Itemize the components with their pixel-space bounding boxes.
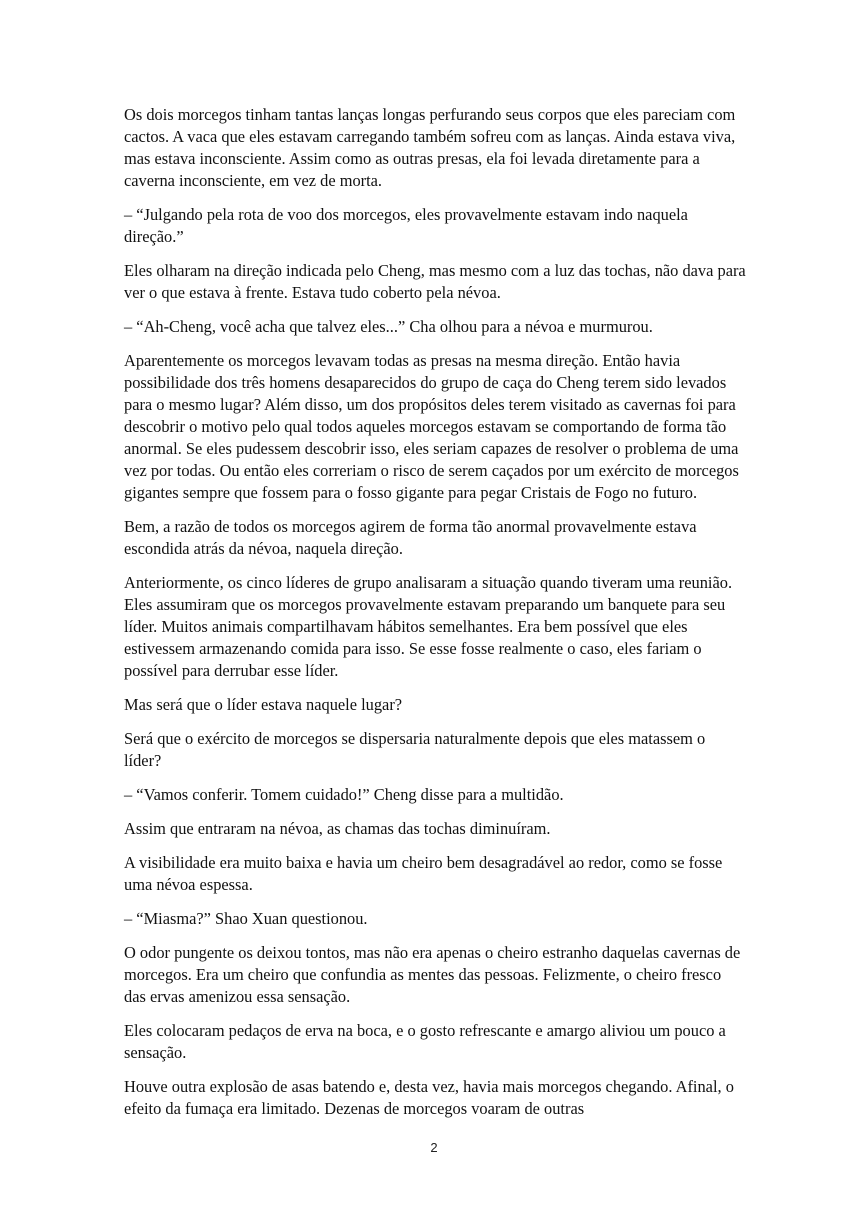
paragraph: A visibilidade era muito baixa e havia um cheiro bem desagradável ao redor, como se fosse uma névoa espessa. xyxy=(124,853,723,894)
paragraph: Mas será que o líder estava naquele lugar? xyxy=(124,695,403,714)
paragraph: Eles olharam na direção indicada pelo Cheng, mas mesmo com a luz das tochas, não dava para ver o que estava à frente. Estava tudo coberto pela névoa. xyxy=(124,261,746,302)
paragraph: O odor pungente os deixou tontos, mas não era apenas o cheiro estranho daquelas cavernas de morcegos. Era um cheiro que confundia as mentes das pessoas. Felizmente, o cheiro fresco das ervas amenizou essa sensação. xyxy=(124,943,741,1006)
paragraph: – “Vamos conferir. Tomem cuidado!” Cheng disse para a multidão. xyxy=(124,785,564,804)
paragraph: Aparentemente os morcegos levavam todas as presas na mesma direção. Então havia possibilidade dos três homens desaparecidos do grupo de caça do Cheng terem sido levados para o mesmo lugar? Além disso, um dos propósitos deles terem visitado as cavernas foi para descobrir o motivo pelo qual todos aqueles morcegos estavam se comportando de forma tão anormal. Se eles pudessem descobrir isso, eles seriam capazes de resolver o problema de uma vez por todas. Ou então eles correriam o risco de serem caçados por um exército de morcegos gigantes sempre que fossem para o fosso gigante para pegar Cristais de Fogo no futuro. xyxy=(124,351,739,502)
paragraph: Assim que entraram na névoa, as chamas das tochas diminuíram. xyxy=(124,819,551,838)
body-text xyxy=(124,104,746,1132)
paragraph: Houve outra explosão de asas batendo e, desta vez, havia mais morcegos chegando. Afinal, o efeito da fumaça era limitado. Dezenas de morcegos voaram de outras xyxy=(124,1077,734,1118)
paragraph: Os dois morcegos tinham tantas lanças longas perfurando seus corpos que eles pareciam com cactos. A vaca que eles estavam carregando também sofreu com as lanças. Ainda estava viva, mas estava inconsciente. Assim como as outras presas, ela foi levada diretamente para a caverna inconsciente, em vez de morta. xyxy=(124,105,736,190)
paragraph: Bem, a razão de todos os morcegos agirem de forma tão anormal provavelmente estava escondida atrás da névoa, naquela direção. xyxy=(124,517,697,558)
page-number: 2 xyxy=(430,1140,438,1155)
paragraph: Será que o exército de morcegos se dispersaria naturalmente depois que eles matassem o líder? xyxy=(124,729,706,770)
paragraph: – “Miasma?” Shao Xuan questionou. xyxy=(124,909,368,928)
paragraph: Anteriormente, os cinco líderes de grupo analisaram a situação quando tiveram uma reunião. Eles assumiram que os morcegos provavelmente estavam preparando um banquete para seu líder. Muitos animais compartilhavam hábitos semelhantes. Era bem possível que eles estivessem armazenando comida para isso. Se esse fosse realmente o caso, eles fariam o possível para derrubar esse líder. xyxy=(124,573,733,680)
paragraph: Eles colocaram pedaços de erva na boca, e o gosto refrescante e amargo aliviou um pouco a sensação. xyxy=(124,1021,726,1062)
paragraph: – “Ah-Cheng, você acha que talvez eles...” Cha olhou para a névoa e murmurou. xyxy=(124,317,653,336)
paragraph: – “Julgando pela rota de voo dos morcegos, eles provavelmente estavam indo naquela direção.” xyxy=(124,205,688,246)
